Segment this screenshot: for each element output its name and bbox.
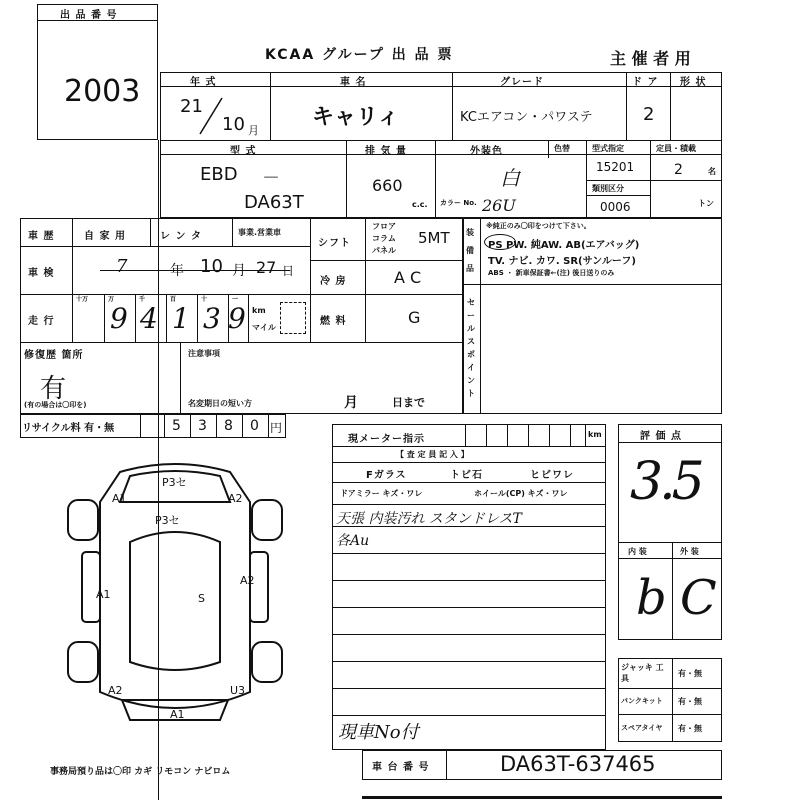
rear-right-wheel <box>252 642 282 682</box>
mile-div-6 <box>248 294 249 342</box>
right-door <box>250 552 268 622</box>
car-name: キャリィ <box>312 105 400 130</box>
left-door <box>82 552 100 622</box>
meter-line <box>332 446 606 447</box>
mark-front-right: A2 <box>228 492 243 505</box>
type-cert-label: 型式指定 <box>592 144 624 153</box>
meter-div-d <box>528 424 529 446</box>
insp-line-3 <box>332 504 606 505</box>
row2-mid-line <box>586 180 722 181</box>
exterior-color-label: 外装色 <box>470 146 503 157</box>
rec-div-1 <box>140 414 141 438</box>
repair-label: 修復歴 箇所 <box>24 350 84 361</box>
mile-digit-100: 1 <box>172 302 190 335</box>
year-slash <box>196 96 226 136</box>
item-puncture-value: 有・無 <box>678 697 702 706</box>
recycle-digit-4: 0 <box>250 418 259 434</box>
model-prefix: EBD <box>200 164 238 185</box>
meter-div-f <box>570 424 571 446</box>
sales-point-label: セールスポイント <box>467 298 475 398</box>
model-dash: － <box>262 168 280 189</box>
class-value: 0006 <box>600 200 631 214</box>
item-jack-label: ジャッキ 工 具 <box>621 663 664 683</box>
displacement-label: 排 気 量 <box>365 146 407 157</box>
front-right-wheel <box>252 500 282 540</box>
type-cert-value: 15201 <box>596 160 635 174</box>
exterior-color-value: 白 <box>500 166 520 190</box>
meter-div-c <box>507 424 508 446</box>
insp-line-1 <box>332 462 606 463</box>
mark-left-side: A1 <box>96 588 111 601</box>
row2-div-color <box>548 140 549 158</box>
rem-line-4 <box>332 607 606 608</box>
rem-line-3 <box>332 580 606 581</box>
grade-label: グレード <box>500 77 544 88</box>
door-label: ド ア <box>632 77 659 88</box>
sheet-title: KCAA グループ 出 品 票 <box>265 47 454 63</box>
meter-div-b <box>486 424 487 446</box>
cond-value-col <box>365 218 366 342</box>
door-count: 2 <box>643 104 655 125</box>
chassis-number: DA63T-637465 <box>500 752 656 776</box>
grade-score: 3.5 <box>630 452 701 512</box>
row2-div-disp <box>435 140 436 218</box>
mile-unit-km: km <box>252 306 266 315</box>
items-line-2 <box>618 714 722 715</box>
car-name-label: 車 名 <box>340 77 367 88</box>
notes-short-label: 名変期日の短い方 <box>188 399 252 408</box>
car-cabin-outline <box>130 532 220 670</box>
cond-label-col <box>72 218 73 342</box>
capacity-label: 定員・積載 <box>656 144 696 153</box>
equipment-note: ※純正のみ〇印をつけて下さい。 <box>486 222 591 230</box>
cc-unit: c.c. <box>412 200 428 209</box>
equipment-label: 装 備 品 <box>466 228 474 273</box>
grade-mid-line <box>618 542 722 543</box>
capacity-value: 2 <box>674 162 683 178</box>
insp-line-2 <box>332 482 606 483</box>
mark-rear-bumper: A1 <box>170 708 185 721</box>
mile-div-3 <box>166 294 167 342</box>
inspection-day-unit: 日 <box>282 264 295 278</box>
row2-div-cap <box>650 140 651 218</box>
stone-label: トビ石 <box>450 470 483 481</box>
crack-label: ヒビワレ <box>530 470 574 481</box>
glass-label: Fガラス <box>366 470 407 481</box>
rec-div-4 <box>216 414 217 438</box>
mile-head-10: 十 <box>201 296 208 303</box>
model-month: 10 <box>222 114 245 135</box>
lot-number-label: 出 品 番 号 <box>60 10 118 21</box>
color-no-label: カラー No. <box>440 199 477 207</box>
meter-div-a <box>465 424 466 446</box>
grade-value: KCエアコン・パワステ <box>460 110 593 125</box>
rem-line-2 <box>332 553 606 554</box>
mile-unit-mile: マイル <box>252 323 276 332</box>
history-div-2 <box>232 218 233 246</box>
row2-class-line <box>586 195 650 196</box>
chassis-div <box>446 750 447 780</box>
aircon-value: A C <box>394 268 422 287</box>
meter-unit: km <box>588 430 602 439</box>
row1-div-year <box>270 72 271 140</box>
meter-label: 現メーター指示 <box>348 434 425 445</box>
shift-label: シフト <box>318 238 351 249</box>
notes-month: 月 <box>344 395 358 411</box>
fuel-label: 燃 料 <box>320 316 347 327</box>
exterior-label: 外 装 <box>680 547 699 556</box>
meter-div-e <box>549 424 550 446</box>
inspector-label: 【 査 定 員 記 入 】 <box>396 450 469 459</box>
mileage-label: 走 行 <box>28 316 55 327</box>
inspection-month-unit: 月 <box>232 263 246 279</box>
mile-div-2 <box>135 294 136 342</box>
row1-div-grade <box>626 72 627 140</box>
mark-rear-right: U3 <box>230 684 246 697</box>
notes-label: 注意事項 <box>188 349 220 358</box>
aircon-label: 冷 房 <box>320 276 347 287</box>
equipment-line-2: TV. ナビ. カワ. SR(サンルーフ) <box>488 256 636 267</box>
shift-value: 5MT <box>418 229 450 247</box>
mark-front-bumper: P3セ <box>162 476 187 489</box>
lot-number: 2003 <box>64 74 141 109</box>
meter-div-g <box>585 424 586 446</box>
equipment-bottom <box>463 284 722 285</box>
mile-div-4 <box>197 294 198 342</box>
mile-head-10k: 万 <box>108 296 115 303</box>
rec-div-3 <box>190 414 191 438</box>
car-diagram <box>60 462 290 732</box>
rec-div-5 <box>242 414 243 438</box>
items-div <box>672 658 673 742</box>
inspection-year: 7 <box>116 256 128 277</box>
mile-digit-10k: 9 <box>110 302 128 335</box>
inspection-month: 10 <box>200 256 223 277</box>
class-label: 類別区分 <box>592 184 624 193</box>
bottom-rule <box>362 796 722 799</box>
rem-line-6 <box>332 661 606 662</box>
mile-digit-10: 3 <box>203 302 221 335</box>
mile-digit-1k: 4 <box>140 302 158 335</box>
mark-roof: S <box>198 592 205 605</box>
mile-head-1: 一 <box>232 296 239 303</box>
inspection-year-unit: 年 <box>170 263 184 279</box>
mark-right-side: A2 <box>240 574 255 587</box>
mile-head-1k: 千 <box>139 296 146 303</box>
repair-div <box>180 342 181 414</box>
shift-opt-floor: フロア <box>372 222 396 231</box>
ps-circle <box>484 234 516 250</box>
mile-unit-box <box>280 302 306 334</box>
capacity-unit: 名 <box>708 167 716 176</box>
rec-div-6 <box>268 414 269 438</box>
lot-number-box <box>37 4 158 140</box>
history-business: 事業.営業車 <box>238 228 282 237</box>
front-left-wheel <box>68 500 98 540</box>
row1-div-door <box>670 72 671 140</box>
remark-1: 天張 内装汚れ スタンドレスT <box>336 511 522 527</box>
year-label: 年 式 <box>190 77 217 88</box>
equipment-label-col <box>480 218 481 414</box>
inspection-label: 車 検 <box>28 268 55 279</box>
mark-rear-left: A2 <box>108 684 123 697</box>
rem-line-8 <box>332 715 606 716</box>
cond-line-2 <box>310 260 463 261</box>
cond-right-col <box>310 218 311 342</box>
recycle-digit-2: 3 <box>198 418 207 434</box>
bottom-remark: 現車No付 <box>338 722 419 743</box>
repair-note: (有の場合は〇印を) <box>24 401 87 409</box>
mile-div-1 <box>104 294 105 342</box>
model-month-unit: 月 <box>248 124 259 137</box>
row1-bottom-line <box>160 140 722 141</box>
color-change-label: 色替 <box>554 144 570 153</box>
remark-2: 各Au <box>336 533 370 549</box>
cond-line-4 <box>20 342 463 343</box>
wheel-label: ホイール(CP) キズ・ワレ <box>474 489 568 498</box>
recycle-yen: 円 <box>270 421 283 435</box>
grade-head-line <box>618 442 722 443</box>
cond-line-1 <box>20 246 310 247</box>
item-spare-label: スペアタイヤ <box>621 724 663 732</box>
rec-div-2 <box>164 414 165 438</box>
model-label: 型 式 <box>230 146 257 157</box>
recycle-digit-3: 8 <box>224 418 233 434</box>
notes-day-until: 日まで <box>392 396 425 409</box>
mark-hood: P3セ <box>155 514 180 527</box>
mile-head-100k: 十万 <box>76 296 89 303</box>
exterior-grade: C <box>680 570 717 626</box>
equipment-line-3: ABS ・ 新車保証書←(注) 後日送りのみ <box>488 269 615 277</box>
interior-grade: b <box>636 570 667 626</box>
mirror-label: ドアミラー キズ・ワレ <box>340 489 423 498</box>
row2-div-model <box>346 140 347 218</box>
inspection-day: 27 <box>256 258 277 277</box>
model-code: DA63T <box>244 192 304 213</box>
rear-left-wheel <box>68 642 98 682</box>
equipment-line-1: PS PW. 純AW. AB(エアバッグ) <box>488 240 640 251</box>
rem-line-5 <box>332 634 606 635</box>
fuel-value: G <box>408 308 421 327</box>
item-jack-value: 有・無 <box>678 669 702 678</box>
rem-line-1 <box>332 526 606 527</box>
model-year: 21 <box>180 96 203 117</box>
footer-text: 事務局預り品は〇印 カギ リモコン ナビロム <box>50 767 231 777</box>
recycle-digit-1: 5 <box>172 418 181 434</box>
repair-value: 有 <box>40 374 67 404</box>
history-rental: レ ン タ <box>160 231 202 242</box>
mile-digit-1: 9 <box>228 302 246 335</box>
interior-label: 内 装 <box>628 547 647 556</box>
shift-opt-column: コラム <box>372 234 396 243</box>
displacement-value: 660 <box>372 176 403 195</box>
row2-div-cert <box>586 140 587 218</box>
inspection-strike <box>100 270 290 271</box>
shape-label: 形 状 <box>680 77 707 88</box>
grade-sub-line <box>618 558 722 559</box>
mark-front-left: A1 <box>112 492 127 505</box>
mile-head-100: 百 <box>170 296 177 303</box>
items-line-1 <box>618 688 722 689</box>
load-unit: トン <box>698 199 714 208</box>
history-label: 車 歴 <box>28 231 55 242</box>
history-private: 自 家 用 <box>84 231 126 242</box>
shift-opt-panel: パネル <box>372 246 396 255</box>
rem-line-7 <box>332 688 606 689</box>
organizer-label: 主 催 者 用 <box>610 49 691 68</box>
color-no-value: 26U <box>482 196 516 215</box>
grade-label: 評 価 点 <box>640 431 682 442</box>
item-puncture-label: パンクキット <box>621 697 663 705</box>
item-spare-value: 有・無 <box>678 724 702 733</box>
row1-div-name <box>452 72 453 140</box>
grade-sub-div <box>672 542 673 640</box>
chassis-label: 車 台 番 号 <box>372 762 430 773</box>
history-div-1 <box>150 218 151 246</box>
recycle-label: リサイクル料 有・無 <box>22 423 115 434</box>
